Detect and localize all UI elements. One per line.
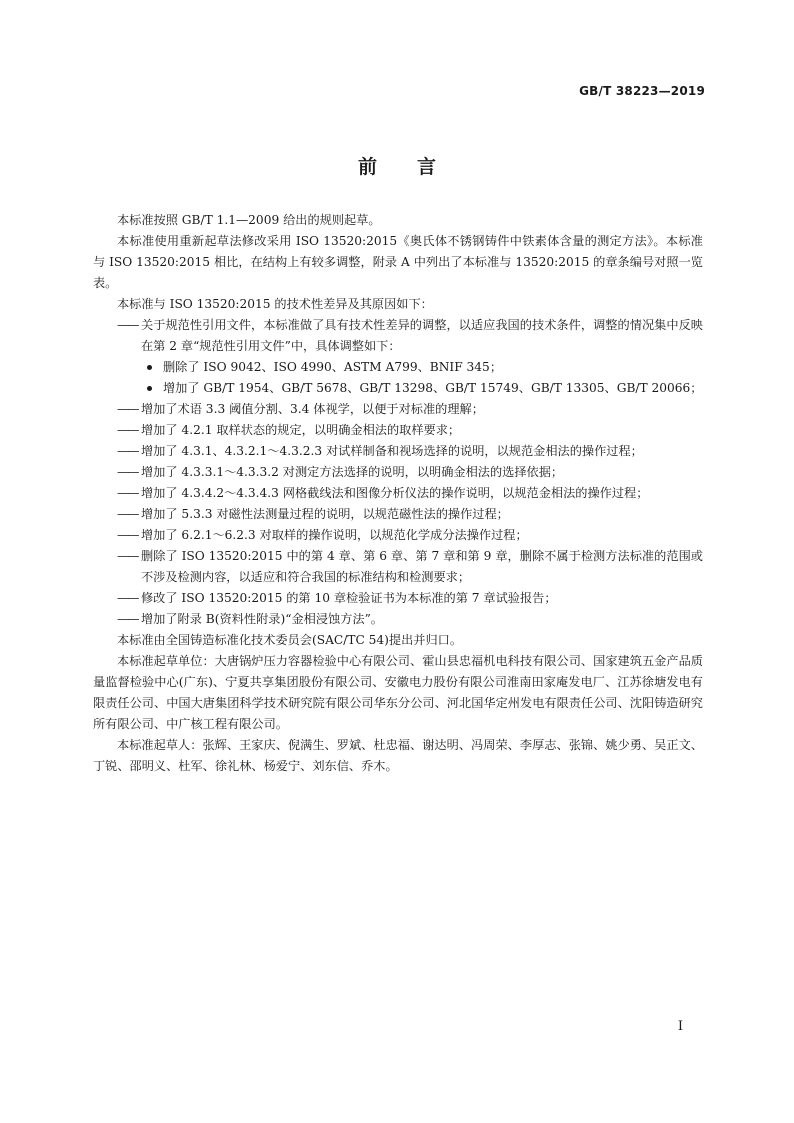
paragraph-drafting-units: 本标准起草单位：大唐锅炉压力容器检验中心有限公司、霍山县忠福机电科技有限公司、国家建筑五金产品质量监督检验中心(广东)、宁夏共享集团股份有限公司、安徽电力股份有限公司淮南田家庵发电厂、江苏徐塘发电有限责任公司、中国大唐集团科学技术研究院有限公司华东分公司、河北国华定州发电有限责任公司、沈阳铸造研究所有限公司、中广核工程有限公司。 — [93, 654, 703, 731]
paragraph-proposer: 本标准由全国铸造标准化技术委员会(SAC/TC 54)提出并归口。 — [117, 633, 463, 647]
paragraph-adoption: 本标准使用重新起草法修改采用 ISO 13520:2015《奥氏体不锈钢铸件中铁素体含量的测定方法》。本标准与 ISO 13520:2015 相比，在结构上有较多调整，附录 A 中列出了本标准与 13520:2015 的章条编号对照一览表。 — [93, 234, 703, 290]
bullet-item-text: 增加了 GB/T 1954、GB/T 5678、GB/T 13298、GB/T 15749、GB/T 13305、GB/T 20066； — [163, 381, 703, 395]
dash-marker: —— — [117, 612, 138, 626]
bullet-icon — [147, 365, 152, 370]
bullet-item — [93, 357, 703, 378]
list-item — [93, 420, 703, 441]
list-item-text: 增加了 4.3.3.1～4.3.3.2 对测定方法选择的说明，以明确金相法的选择依据； — [141, 465, 564, 479]
paragraph-drafting-rules: 本标准按照 GB/T 1.1—2009 给出的规则起草。 — [117, 213, 381, 227]
dash-marker: —— — [117, 465, 138, 479]
dash-marker: —— — [117, 402, 138, 416]
bullet-item — [93, 378, 703, 399]
list-item — [93, 483, 703, 504]
dash-marker: —— — [117, 528, 138, 542]
list-item — [93, 504, 703, 525]
paragraph-drafters: 本标准起草人：张辉、王家庆、倪满生、罗斌、杜忠福、谢达明、冯周荣、李厚志、张锦、姚少勇、吴正文、丁锐、邵明义、杜军、徐礼林、杨爱宁、刘东信、乔木。 — [93, 738, 703, 773]
list-item-text: 增加了附录 B(资料性附录)“金相浸蚀方法”。 — [141, 612, 383, 626]
list-item — [93, 546, 703, 588]
dash-marker: —— — [117, 549, 138, 563]
list-item-text: 删除了 ISO 13520:2015 中的第 4 章、第 6 章、第 7 章和第 9 章，删除不属于检测方法标准的范围或不涉及检测内容，以适应和符合我国的标准结构和检测要求； — [141, 549, 703, 584]
list-item-text: 增加了 4.3.4.2～4.3.4.3 网格截线法和图像分析仪法的操作说明，以规范金相法的操作过程； — [141, 486, 649, 500]
list-item — [93, 441, 703, 462]
foreword-body — [93, 210, 703, 777]
list-item-text: 关于规范性引用文件，本标准做了具有技术性差异的调整，以适应我国的技术条件，调整的情况集中反映在第 2 章“规范性引用文件”中，具体调整如下： — [141, 318, 703, 353]
dash-marker: —— — [117, 507, 138, 521]
list-item-text: 增加了 4.3.1、4.3.2.1～4.3.2.3 对试样制备和视场选择的说明，以规范金相法的操作过程； — [141, 444, 643, 458]
list-item-text: 修改了 ISO 13520:2015 的第 10 章检验证书为本标准的第 7 章试验报告； — [141, 591, 557, 605]
dash-marker: —— — [117, 318, 138, 332]
paragraph-differences-intro: 本标准与 ISO 13520:2015 的技术性差异及其原因如下： — [117, 297, 433, 311]
dash-marker: —— — [117, 591, 138, 605]
list-item-text: 增加了术语 3.3 阈值分割、3.4 体视学，以便于对标准的理解； — [141, 402, 484, 416]
standard-number: GB/T 38223—2019 — [579, 84, 705, 98]
page-title: 前言 — [357, 156, 476, 178]
bullet-icon — [147, 386, 152, 391]
list-item — [93, 588, 703, 609]
dash-marker: —— — [117, 444, 138, 458]
list-item — [93, 609, 703, 630]
list-item-text: 增加了 6.2.1～6.2.3 对取样的操作说明，以规范化学成分法操作过程； — [141, 528, 528, 542]
list-item — [93, 462, 703, 483]
list-item-text: 增加了 4.2.1 取样状态的规定，以明确金相法的取样要求； — [141, 423, 461, 437]
bullet-item-text: 删除了 ISO 9042、ISO 4990、ASTM A799、BNIF 345； — [163, 360, 503, 374]
list-item — [93, 399, 703, 420]
page-number: I — [677, 1019, 683, 1034]
list-item — [93, 525, 703, 546]
dash-marker: —— — [117, 423, 138, 437]
list-item — [93, 315, 703, 357]
list-item-text: 增加了 5.3.3 对磁性法测量过程的说明，以规范磁性法的操作过程； — [141, 507, 509, 521]
dash-marker: —— — [117, 486, 138, 500]
